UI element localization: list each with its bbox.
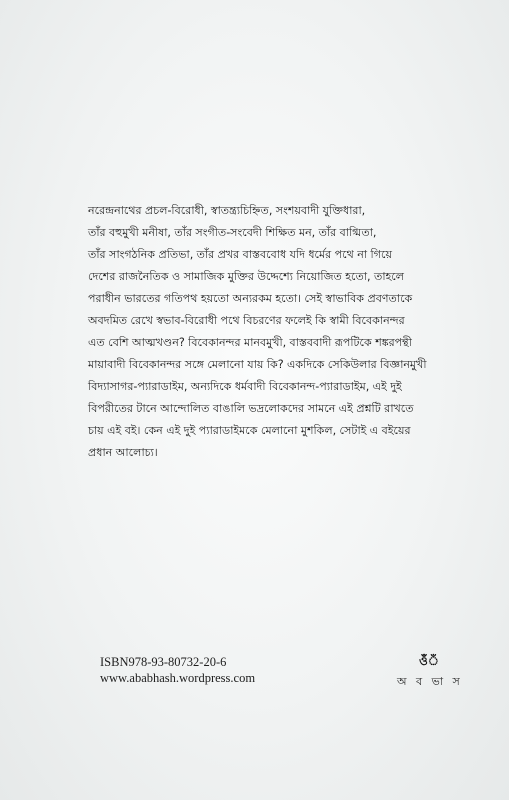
- blurb-line: বিদ্যাসাগর-প্যারাডাইম, অন্যদিকে ধর্মবাদী বিবেকানন্দ-প্যারাডাইম, এই দুই: [88, 380, 402, 393]
- blurb-line: নরেন্দ্রনাথের প্রচল-বিরোধী, স্বাতন্ত্র্যচিহ্নিত, সংশয়বাদী যুক্তিধারা,: [88, 204, 366, 217]
- blurb-line: পরাধীন ভারতের গতিপথ হয়তো অন্যরকম হতো। সেই স্বাভাবিক প্রবণতাকে: [88, 292, 413, 305]
- blurb-line: তাঁর সাংগঠনিক প্রতিভা, তাঁর প্রখর বাস্তববোধ যদি ধর্মের পথে না গিয়ে: [88, 248, 392, 261]
- isbn-block: [100, 654, 255, 686]
- blurb-line: বিপরীতের টানে আন্দোলিত বাঙালি ভদ্রলোকদের সামনে এই প্রশ্নটি রাখতে: [88, 402, 414, 415]
- blurb-line: এত বেশি আত্মখণ্ডন? বিবেকানন্দর মানবমুখী, বাস্তববাদী রূপটিকে শঙ্করপন্থী: [88, 336, 412, 349]
- publisher-mark: [397, 654, 461, 692]
- isbn-number: ISBN978-93-80732-20-6: [100, 655, 227, 669]
- blurb-line: তাঁর বহুমুখী মনীষা, তাঁর সংগীত-সংবেদী শিক্ষিত মন, তাঁর বাগ্মিতা,: [88, 226, 377, 239]
- publisher-logo-icon: ওঁঁঁ: [418, 654, 440, 668]
- blurb-line: অবদমিত রেখে স্বভাব-বিরোধী পথে বিচরণের ফলেই কি স্বামী বিবেকানন্দর: [88, 314, 405, 327]
- publisher-name: অ ব ভা স: [397, 675, 463, 688]
- website-url: www.ababhash.wordpress.com: [100, 671, 256, 685]
- blurb-line: মায়াবাদী বিবেকানন্দর সঙ্গে মেলানো যায় কি? একদিকে সেকিউলার বিজ্ঞানমুখী: [88, 358, 427, 371]
- blurb-text: [88, 200, 427, 464]
- blurb-line: চায় এই বই। কেন এই দুই প্যারাডাইমকে মেলানো মুশকিল, সেটাই এ বইয়ের: [88, 424, 411, 437]
- blurb-line: দেশের রাজনৈতিক ও সামাজিক মুক্তির উদ্দেশ্যে নিয়োজিত হতো, তাহলে: [88, 270, 405, 283]
- blurb-line: প্রধান আলোচ্য।: [88, 446, 158, 459]
